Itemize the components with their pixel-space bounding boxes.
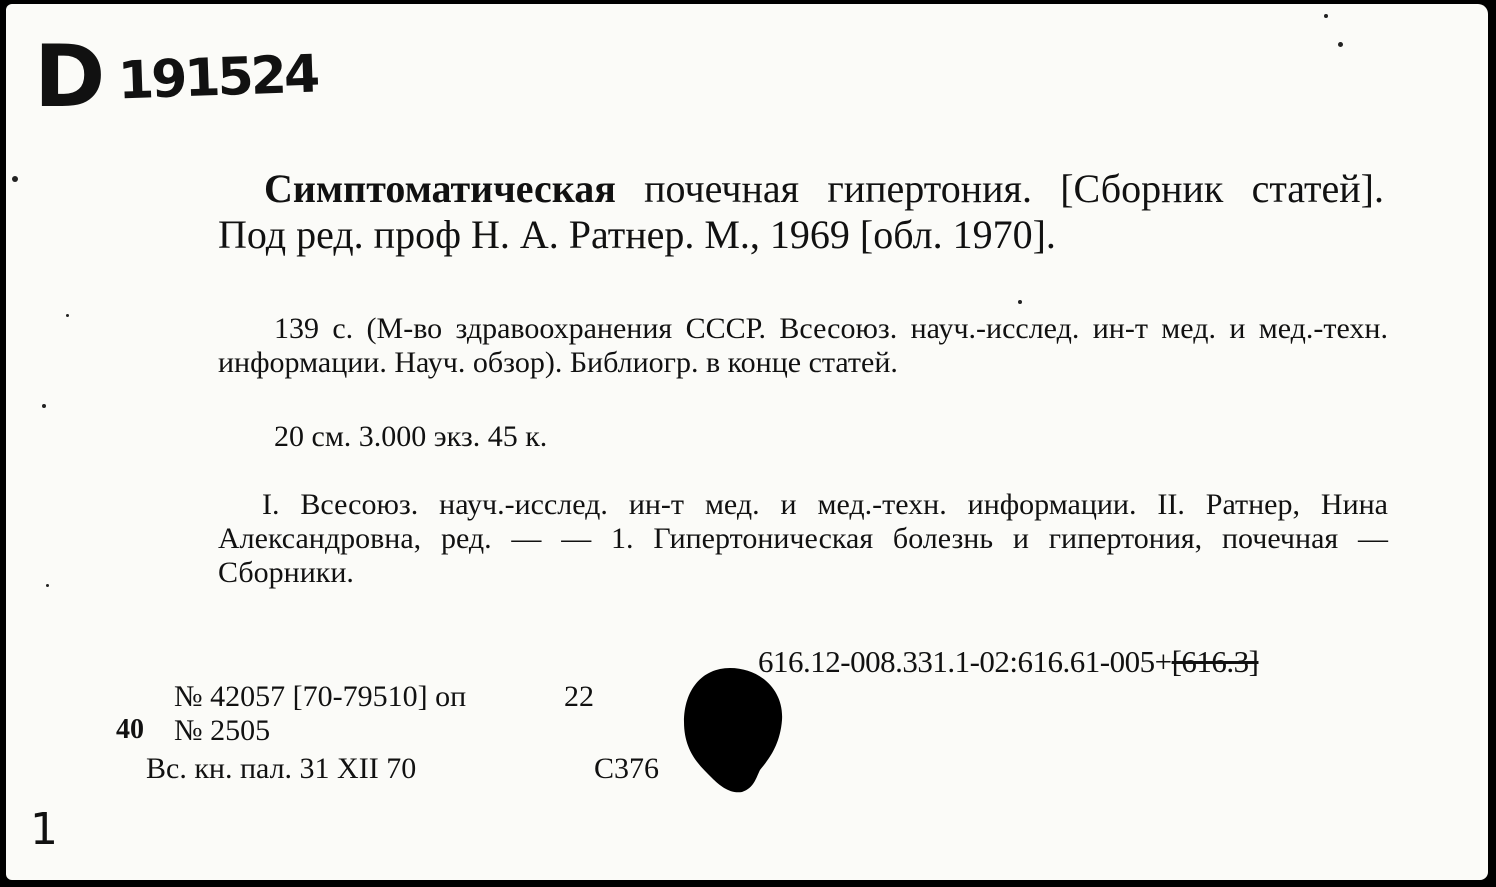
speck bbox=[1324, 14, 1328, 18]
title-entry bbox=[218, 166, 1384, 258]
udc-main: 616.12-008.331.1-02:616.61-005+ bbox=[758, 644, 1172, 679]
handwritten-mark: 1 bbox=[30, 804, 58, 855]
call-letter: D bbox=[34, 27, 104, 127]
tracings: I. Всесоюз. науч.-исслед. ин-т мед. и мед.-техн. информации. II. Ратнер, Нина Александровна, ред. — — 1. Гипертоническая болезнь и гипертония, почечная — Сборники. bbox=[218, 488, 1388, 589]
physical-description: 139 с. (М-во здравоохранения СССР. Всесоюз. науч.-исслед. ин-т мед. и мед.-техн. информации. Науч. обзор). Библиогр. в конце статей. bbox=[218, 312, 1388, 379]
title-heading: Симптоматическая bbox=[264, 166, 616, 211]
speck bbox=[1018, 300, 1022, 304]
speck bbox=[46, 584, 49, 587]
registration-count: 22 bbox=[564, 680, 594, 713]
call-number: 191524 bbox=[117, 44, 319, 112]
size-circulation-price: 20 см. 3.000 экз. 45 к. bbox=[274, 420, 548, 453]
chamber-date-line: Вс. кн. пал. 31 XII 70 bbox=[146, 752, 417, 785]
ink-blot bbox=[680, 666, 790, 796]
title-details: почечная гипертония. [Сборник статей]. Под ред. проф Н. А. Ратнер. М., 1969 [обл. 1970]. bbox=[218, 166, 1384, 257]
speck bbox=[66, 314, 69, 317]
udc-classification bbox=[758, 644, 1258, 680]
catalog-card bbox=[6, 4, 1488, 880]
speck bbox=[1338, 42, 1343, 47]
margin-marker: 40 bbox=[116, 714, 144, 745]
speck bbox=[42, 404, 46, 408]
registration-line-2: № 2505 bbox=[174, 714, 271, 747]
chamber-code: С376 bbox=[594, 752, 660, 785]
udc-struck: [616.3] bbox=[1171, 644, 1259, 679]
registration-line-1: № 42057 [70-79510] оп bbox=[174, 680, 467, 713]
speck bbox=[12, 176, 18, 182]
